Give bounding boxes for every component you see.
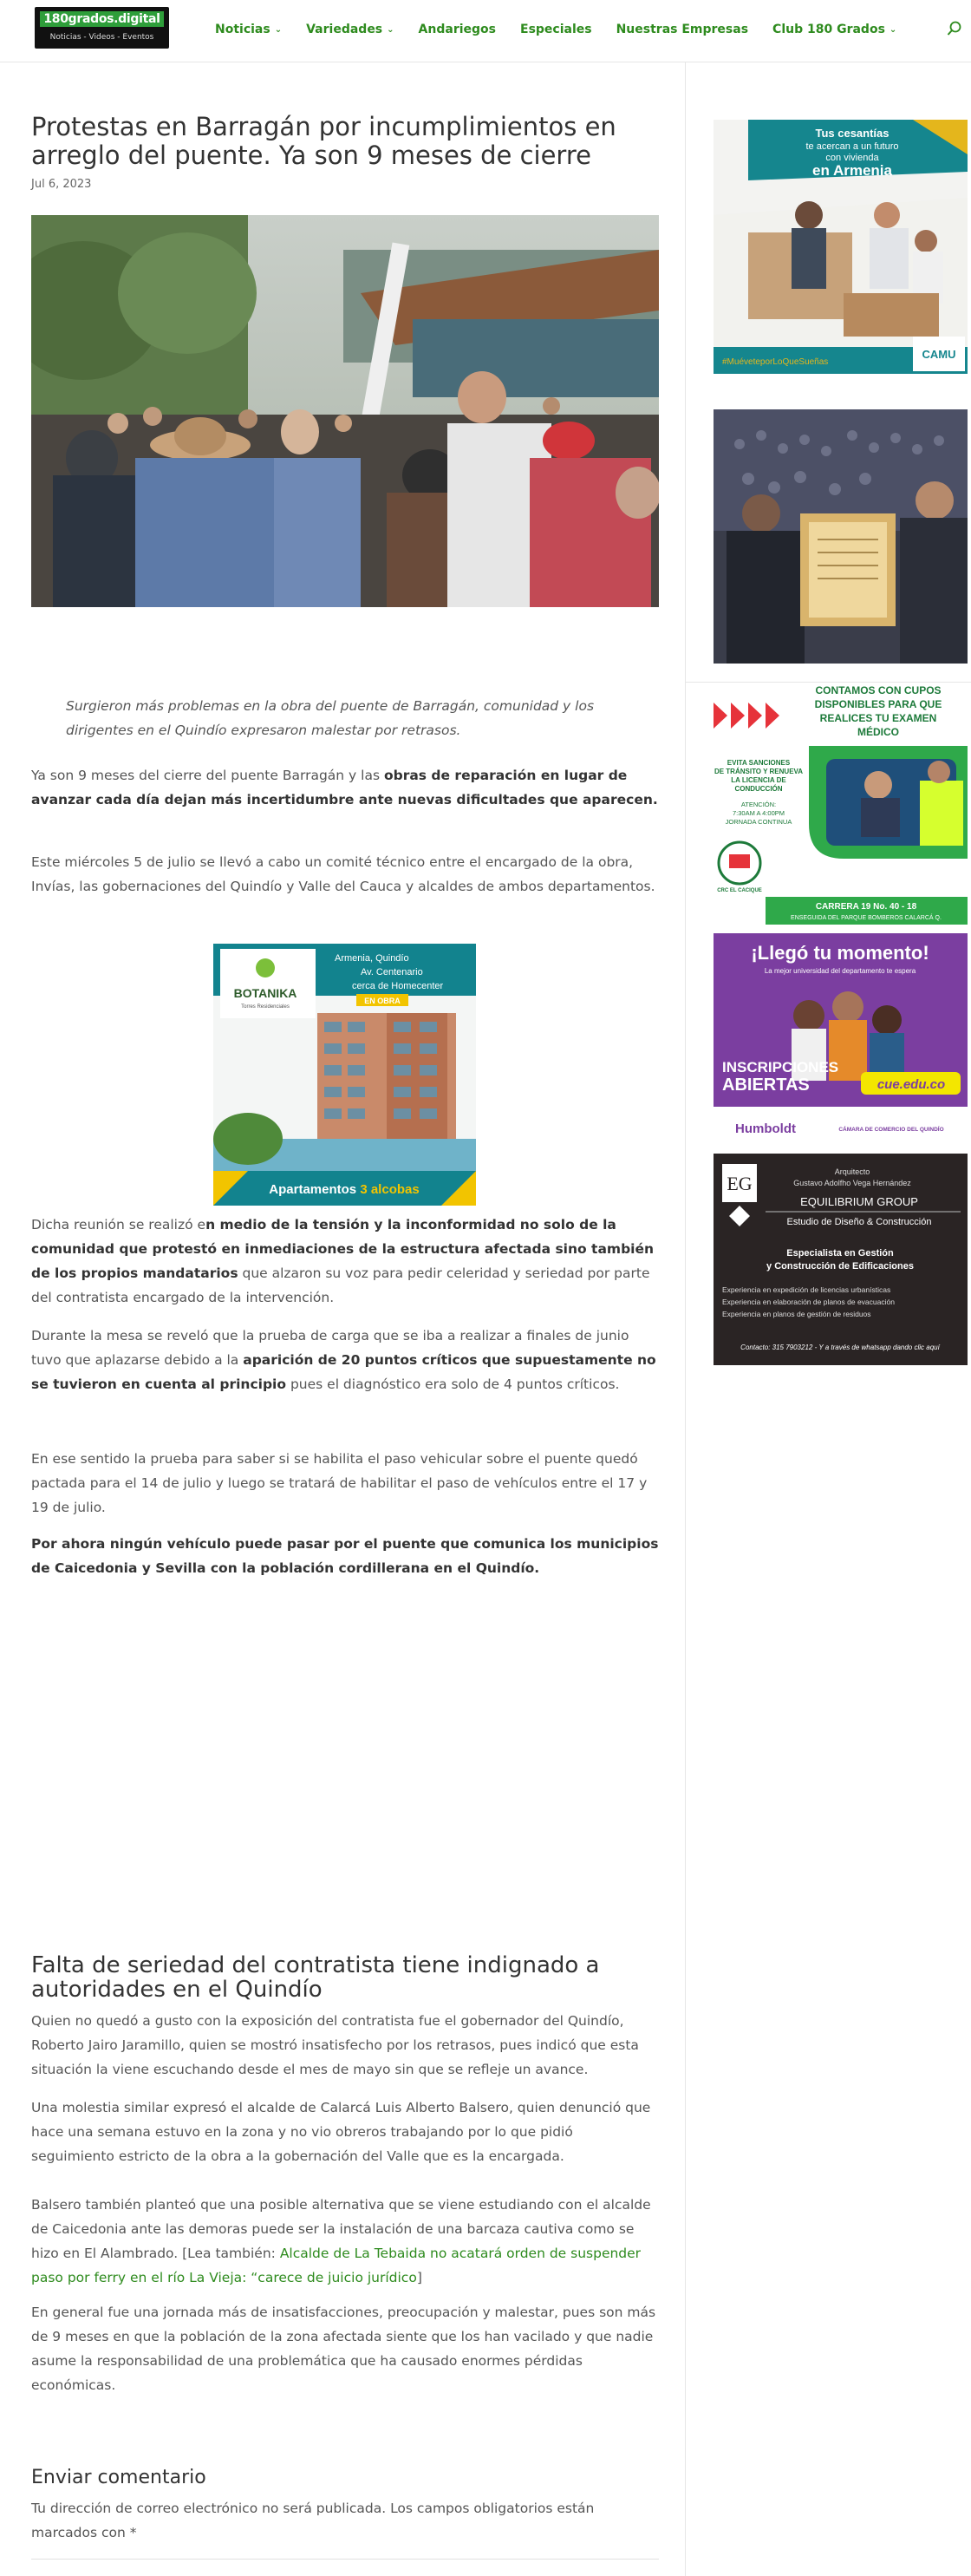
bold-text: obras de reparación en lugar de avanzar cada día dejan más incertidumbre ante nuevas dificultades que aparecen. (31, 768, 658, 807)
nav-label: Variedades (306, 23, 383, 36)
nav-item-nuestras-empresas[interactable] (616, 19, 748, 40)
camu-l1: Tus cesantías (815, 127, 890, 140)
related-article-link[interactable]: Alcalde de La Tebaida no acatará orden de suspender paso por ferry en el río La Vieja: “carece de juicio jurídico (31, 2246, 642, 2285)
text: Durante la mesa se reveló que la prueba de carga que se iba a realizar a finales de junio tuvo que aplazarse debido a la (31, 1328, 629, 1368)
crc-top4: MÉDICO (857, 726, 899, 738)
paragraph-1 (31, 763, 659, 812)
crc-el-cacique-ad[interactable] (714, 685, 968, 925)
humboldt-brand: cue.edu.co (877, 1077, 946, 1092)
camu-l4: en Armenia (812, 162, 892, 179)
eg-spec1: Especialista en Gestión (786, 1248, 894, 1259)
camu-ad[interactable] (714, 120, 968, 374)
botanika-sub: Torres Residenciales (241, 1004, 290, 1010)
paragraph-7: Quien no quedó a gusto con la exposición del contratista fue el gobernador del Quindío, Roberto Jairo Jaramillo, quien se mostró insatisfecho por los retrasos, pues indicó que esta situación la viene escuchando desde el mes de mayo sin que se refleje un avance. (31, 2013, 639, 2077)
text: ] (416, 2270, 422, 2285)
article-date: Jul 6, 2023 (31, 178, 92, 191)
crc-badge: CRC EL CACIQUE (717, 888, 762, 893)
article-title: Protestas en Barragán por incumplimientos en arreglo del puente. Ya son 9 meses de cierre (31, 112, 616, 170)
ad-footer (269, 1182, 419, 1197)
section-heading: Falta de seriedad del contratista tiene indignado a autoridades en el Quindío (31, 1952, 600, 2003)
nav-label: Nuestras Empresas (616, 23, 749, 36)
comment-heading: Enviar comentario (31, 2467, 206, 2488)
nav-label: Especiales (520, 23, 592, 36)
eg-exp3: Experiencia en planos de gestión de residuos (722, 1310, 871, 1318)
humboldt-l4: ABIERTAS (722, 1076, 810, 1095)
paragraph-4 (31, 1324, 659, 1396)
sidebar-section-divider (685, 682, 971, 683)
bold-text: Por ahora ningún vehículo puede pasar por el puente que comunica los municipios de Caicedonia y Sevilla con la población cordillerana en el Quindío. (31, 1536, 659, 1576)
sidebar-divider (685, 62, 686, 2576)
main-nav (215, 19, 921, 40)
eg-monogram: EG (727, 1173, 753, 1194)
nav-item-andariegos[interactable] (419, 19, 496, 40)
ad-near: cerca de Homecenter (352, 981, 444, 991)
camara-logo: CÁMARA DE COMERCIO DEL QUINDÍO (838, 1127, 944, 1133)
botanika-ad[interactable] (213, 944, 476, 1206)
paragraph-8: Una molestia similar expresó el alcalde de Calarcá Luis Alberto Balsero, quien denunció que hace una semana estuvo en la zona y no vio obreros trabajando por lo que pidió seguimiento estricto de la obra a la gobernación del Valle que es la encargada. (31, 2100, 651, 2164)
humboldt-l2: La mejor universidad del departamento te espera (764, 967, 916, 975)
ad-footer-a: Apartamentos (269, 1182, 361, 1197)
crc-top2: DISPONIBLES PARA QUE (814, 698, 942, 710)
text: pues el diagnóstico era solo de 4 puntos críticos. (286, 1376, 620, 1392)
eg-exp1: Experiencia en expedición de licencias urbanísticas (722, 1285, 891, 1294)
event-photo-ad[interactable] (714, 409, 968, 664)
article-hero-image (31, 215, 659, 607)
paragraph-5: En ese sentido la prueba para saber si se habilita el paso vehicular sobre el puente quedó pactada para el 14 de julio y luego se tratará de habilitar el paso de vehículos entre el 17 y 19 de julio. (31, 1451, 648, 1515)
camu-hashtag: #MuéveteporLoQueSueñas (722, 357, 829, 367)
ad-location: Armenia, Quindío (335, 953, 409, 964)
eg-exp2: Experiencia en elaboración de planos de evacuación (722, 1298, 895, 1306)
humboldt-ad[interactable] (714, 933, 968, 1147)
bold-text: n medio de la tensión y la inconformidad no solo de la comunidad que protestó en inmediaciones de la estructura afectada sino también de los propios mandatarios (31, 1217, 655, 1281)
crc-addr2: ENSEGUIDA DEL PARQUE BOMBEROS CALARCÁ Q. (791, 915, 942, 921)
ad-badge: EN OBRA (364, 997, 401, 1005)
text: que alzaron su voz para pedir celeridad y seriedad por parte del contratista encargado de la intervención. (31, 1265, 650, 1305)
bold-text: aparición de 20 puntos críticos que supuestamente no se tuvieron en cuenta al principio (31, 1352, 656, 1392)
eg-spec2: y Construcción de Edificaciones (766, 1261, 914, 1272)
eg-company: EQUILIBRIUM GROUP (800, 1195, 918, 1208)
crc-mid4: CONDUCCIÓN (734, 785, 783, 793)
crc-mid1: EVITA SANCIONES (727, 759, 791, 767)
crc-att1: ATENCIÓN: (740, 801, 777, 808)
nav-item-variedades[interactable] (306, 19, 394, 40)
paragraph-6 (31, 1532, 659, 1580)
text: Dicha reunión se realizó e (31, 1217, 206, 1232)
text: Balsero también planteó que una posible alternativa que se viene estudiando con el alcalde de Caicedonia ante las demoras puede ser la instalación de una barcaza cautiva como se hizo en El Alambrado. [Lea también: (31, 2197, 651, 2261)
ad-footer-b: 3 alcobas (360, 1182, 420, 1197)
chevron-down-icon: ⌄ (274, 24, 283, 35)
crc-mid3: LA LICENCIA DE (731, 776, 786, 784)
camu-logo: CAMU (922, 348, 956, 361)
eg-name: Gustavo Adolfho Vega Hernández (793, 1179, 911, 1187)
comment-note: Tu dirección de correo electrónico no será publicada. Los campos obligatorios están marcados con * (31, 2501, 595, 2540)
site-logo[interactable] (35, 7, 169, 49)
crc-att3: JORNADA CONTINUA (725, 818, 792, 826)
comment-separator (31, 2559, 659, 2560)
crc-top1: CONTAMOS CON CUPOS (815, 685, 942, 696)
paragraph-10: En general fue una jornada más de insatisfacciones, preocupación y malestar, pues son más de 9 meses en que la población de la zona afectada siente que los han vacilado y que nadie asume la responsabilidad de una problemática que ha causado enormes pérdidas económicas. (31, 2305, 656, 2393)
botanika-brand: BOTANIKA (233, 986, 297, 1000)
nav-item-club-180-grados[interactable] (772, 19, 896, 40)
nav-item-especiales[interactable] (520, 19, 592, 40)
nav-label: Noticias (215, 23, 270, 36)
paragraph-9 (31, 2193, 659, 2290)
nav-label: Andariegos (418, 23, 496, 36)
crc-att2: 7:30AM A 4:00PM (732, 809, 785, 817)
text: Ya son 9 meses del cierre del puente Barragán y las (31, 768, 384, 783)
logo-tagline: Noticias - Videos - Eventos (49, 33, 154, 42)
nav-label: Club 180 Grados (772, 23, 885, 36)
logo-wordmark: 180grados.digital (40, 11, 164, 27)
eg-contact: Contacto: 315 7903212 - Y a través de whatsapp dando clic aquí (740, 1344, 940, 1351)
image-caption: Surgieron más problemas en la obra del puente de Barragán, comunidad y los dirigentes en el Quindío expresaron malestar por retrasos. (66, 698, 595, 738)
eg-tagline: Estudio de Diseño & Construcción (786, 1217, 932, 1227)
camu-l2: te acercan a un futuro (805, 141, 899, 152)
eg-role: Arquitecto (834, 1167, 870, 1176)
chevron-down-icon: ⌄ (889, 24, 897, 35)
paragraph-3 (31, 1213, 659, 1310)
site-header (0, 0, 971, 62)
ad-address: Av. Centenario (361, 967, 423, 977)
camu-l3: con vivienda (825, 153, 879, 163)
nav-item-noticias[interactable] (215, 19, 282, 40)
equilibrium-group-ad[interactable] (714, 1154, 968, 1365)
crc-addr1: CARRERA 19 No. 40 - 18 (815, 902, 917, 912)
chevron-down-icon: ⌄ (387, 24, 394, 35)
humboldt-l3: INSCRIPCIONES (722, 1059, 839, 1076)
paragraph-2: Este miércoles 5 de julio se llevó a cabo un comité técnico entre el encargado de la obra, Invías, las gobernaciones del Quindío y Valle del Cauca y alcaldes de ambos departamentos. (31, 854, 655, 894)
humboldt-l1: ¡Llegó tu momento! (751, 942, 929, 964)
crc-top3: REALICES TU EXAMEN (819, 712, 937, 724)
protest-crowd-photo (31, 215, 659, 607)
search-icon[interactable] (947, 21, 962, 36)
crc-mid2: DE TRÁNSITO Y RENUEVA (714, 768, 804, 775)
humboldt-logo: Humboldt (735, 1121, 796, 1136)
